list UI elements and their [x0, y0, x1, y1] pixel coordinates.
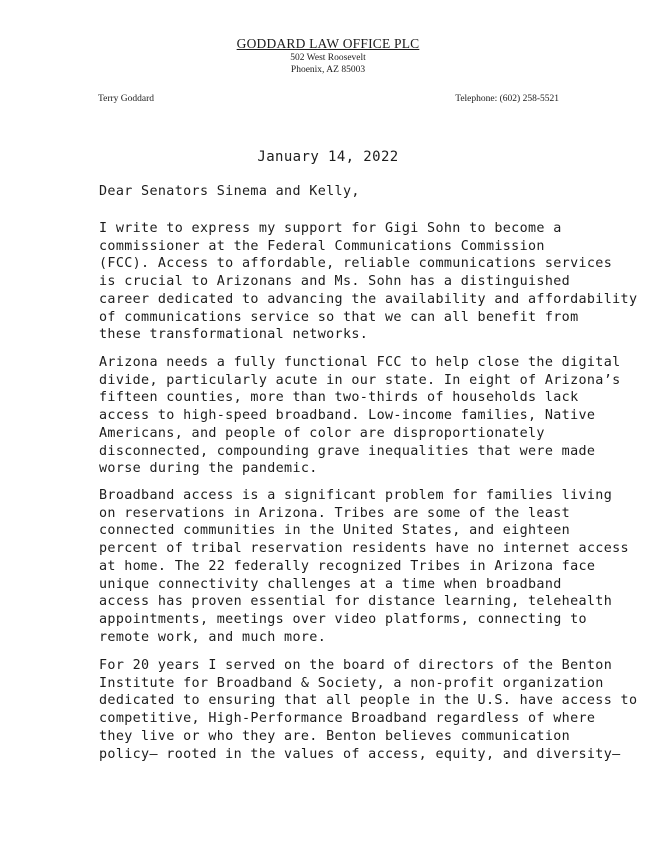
paragraph-line: commissioner at the Federal Communications Commission [99, 238, 545, 254]
paragraph-line: access has proven essential for distance learning, telehealth [99, 594, 613, 610]
letterhead [0, 36, 656, 76]
letter-date: January 14, 2022 [257, 149, 399, 165]
paragraph-line: (FCC). Access to affordable, reliable communications services [99, 256, 613, 272]
paragraph-line: on reservations in Arizona. Tribes are some of the least [99, 505, 571, 521]
paragraph-line: divide, particularly acute in our state. In eight of Arizona’s [99, 372, 621, 388]
address-line-1: 502 West Roosevelt [290, 53, 366, 63]
paragraph-line: access to high-speed broadband. Low-income families, Native [99, 408, 596, 424]
address-line-2: Phoenix, AZ 85003 [290, 65, 366, 75]
sender-name: Terry Goddard [98, 94, 155, 104]
salutation: Dear Senators Sinema and Kelly, [99, 184, 360, 199]
paragraph-line: worse during the pandemic. [99, 461, 318, 477]
paragraph-line: career dedicated to advancing the availability and affordability [99, 291, 638, 307]
paragraph-4 [99, 657, 638, 763]
telephone: Telephone: (602) 258-5521 [455, 94, 559, 104]
paragraph-line: disconnected, compounding grave inequalities that were made [99, 443, 596, 459]
paragraph-line: is crucial to Arizonans and Ms. Sohn has a distinguished [99, 274, 571, 290]
paragraph-2 [99, 354, 621, 478]
paragraph-line: at home. The 22 federally recognized Tribes in Arizona face [99, 558, 596, 574]
paragraph-line: For 20 years I served on the board of directors of the Benton [99, 658, 613, 673]
paragraph-line: Americans, and people of color are disproportionately [99, 425, 545, 441]
paragraph-line: remote work, and much more. [99, 629, 327, 645]
paragraph-line: competitive, High-Performance Broadband regardless of where [99, 711, 596, 727]
paragraph-line: Arizona needs a fully functional FCC to help close the digital [99, 355, 621, 370]
paragraph-line: I write to express my support for Gigi Sohn to become a [99, 221, 562, 236]
firm-name: GODDARD LAW OFFICE PLC [236, 36, 420, 51]
paragraph-line: appointments, meetings over video platforms, connecting to [99, 611, 587, 627]
paragraph-1 [99, 220, 638, 344]
paragraph-line: fifteen counties, more than two-thirds of households lack [99, 390, 579, 406]
paragraph-line: unique connectivity challenges at a time when broadband [99, 576, 562, 592]
paragraph-line: of communications service so that we can all benefit from [99, 309, 579, 325]
paragraph-line: policy— rooted in the values of access, equity, and diversity— [99, 746, 621, 762]
paragraph-line: connected communities in the United States, and eighteen [99, 523, 571, 539]
paragraph-line: Institute for Broadband & Society, a non-profit organization [99, 675, 604, 691]
paragraph-line: these transformational networks. [99, 327, 369, 343]
paragraph-line: they live or who they are. Benton believes communication [99, 728, 571, 744]
paragraph-line: dedicated to ensuring that all people in the U.S. have access to [99, 693, 638, 709]
paragraph-line: percent of tribal reservation residents have no internet access [99, 541, 629, 557]
paragraph-line: Broadband access is a significant problem for families living [99, 488, 613, 503]
paragraph-3 [99, 487, 629, 646]
